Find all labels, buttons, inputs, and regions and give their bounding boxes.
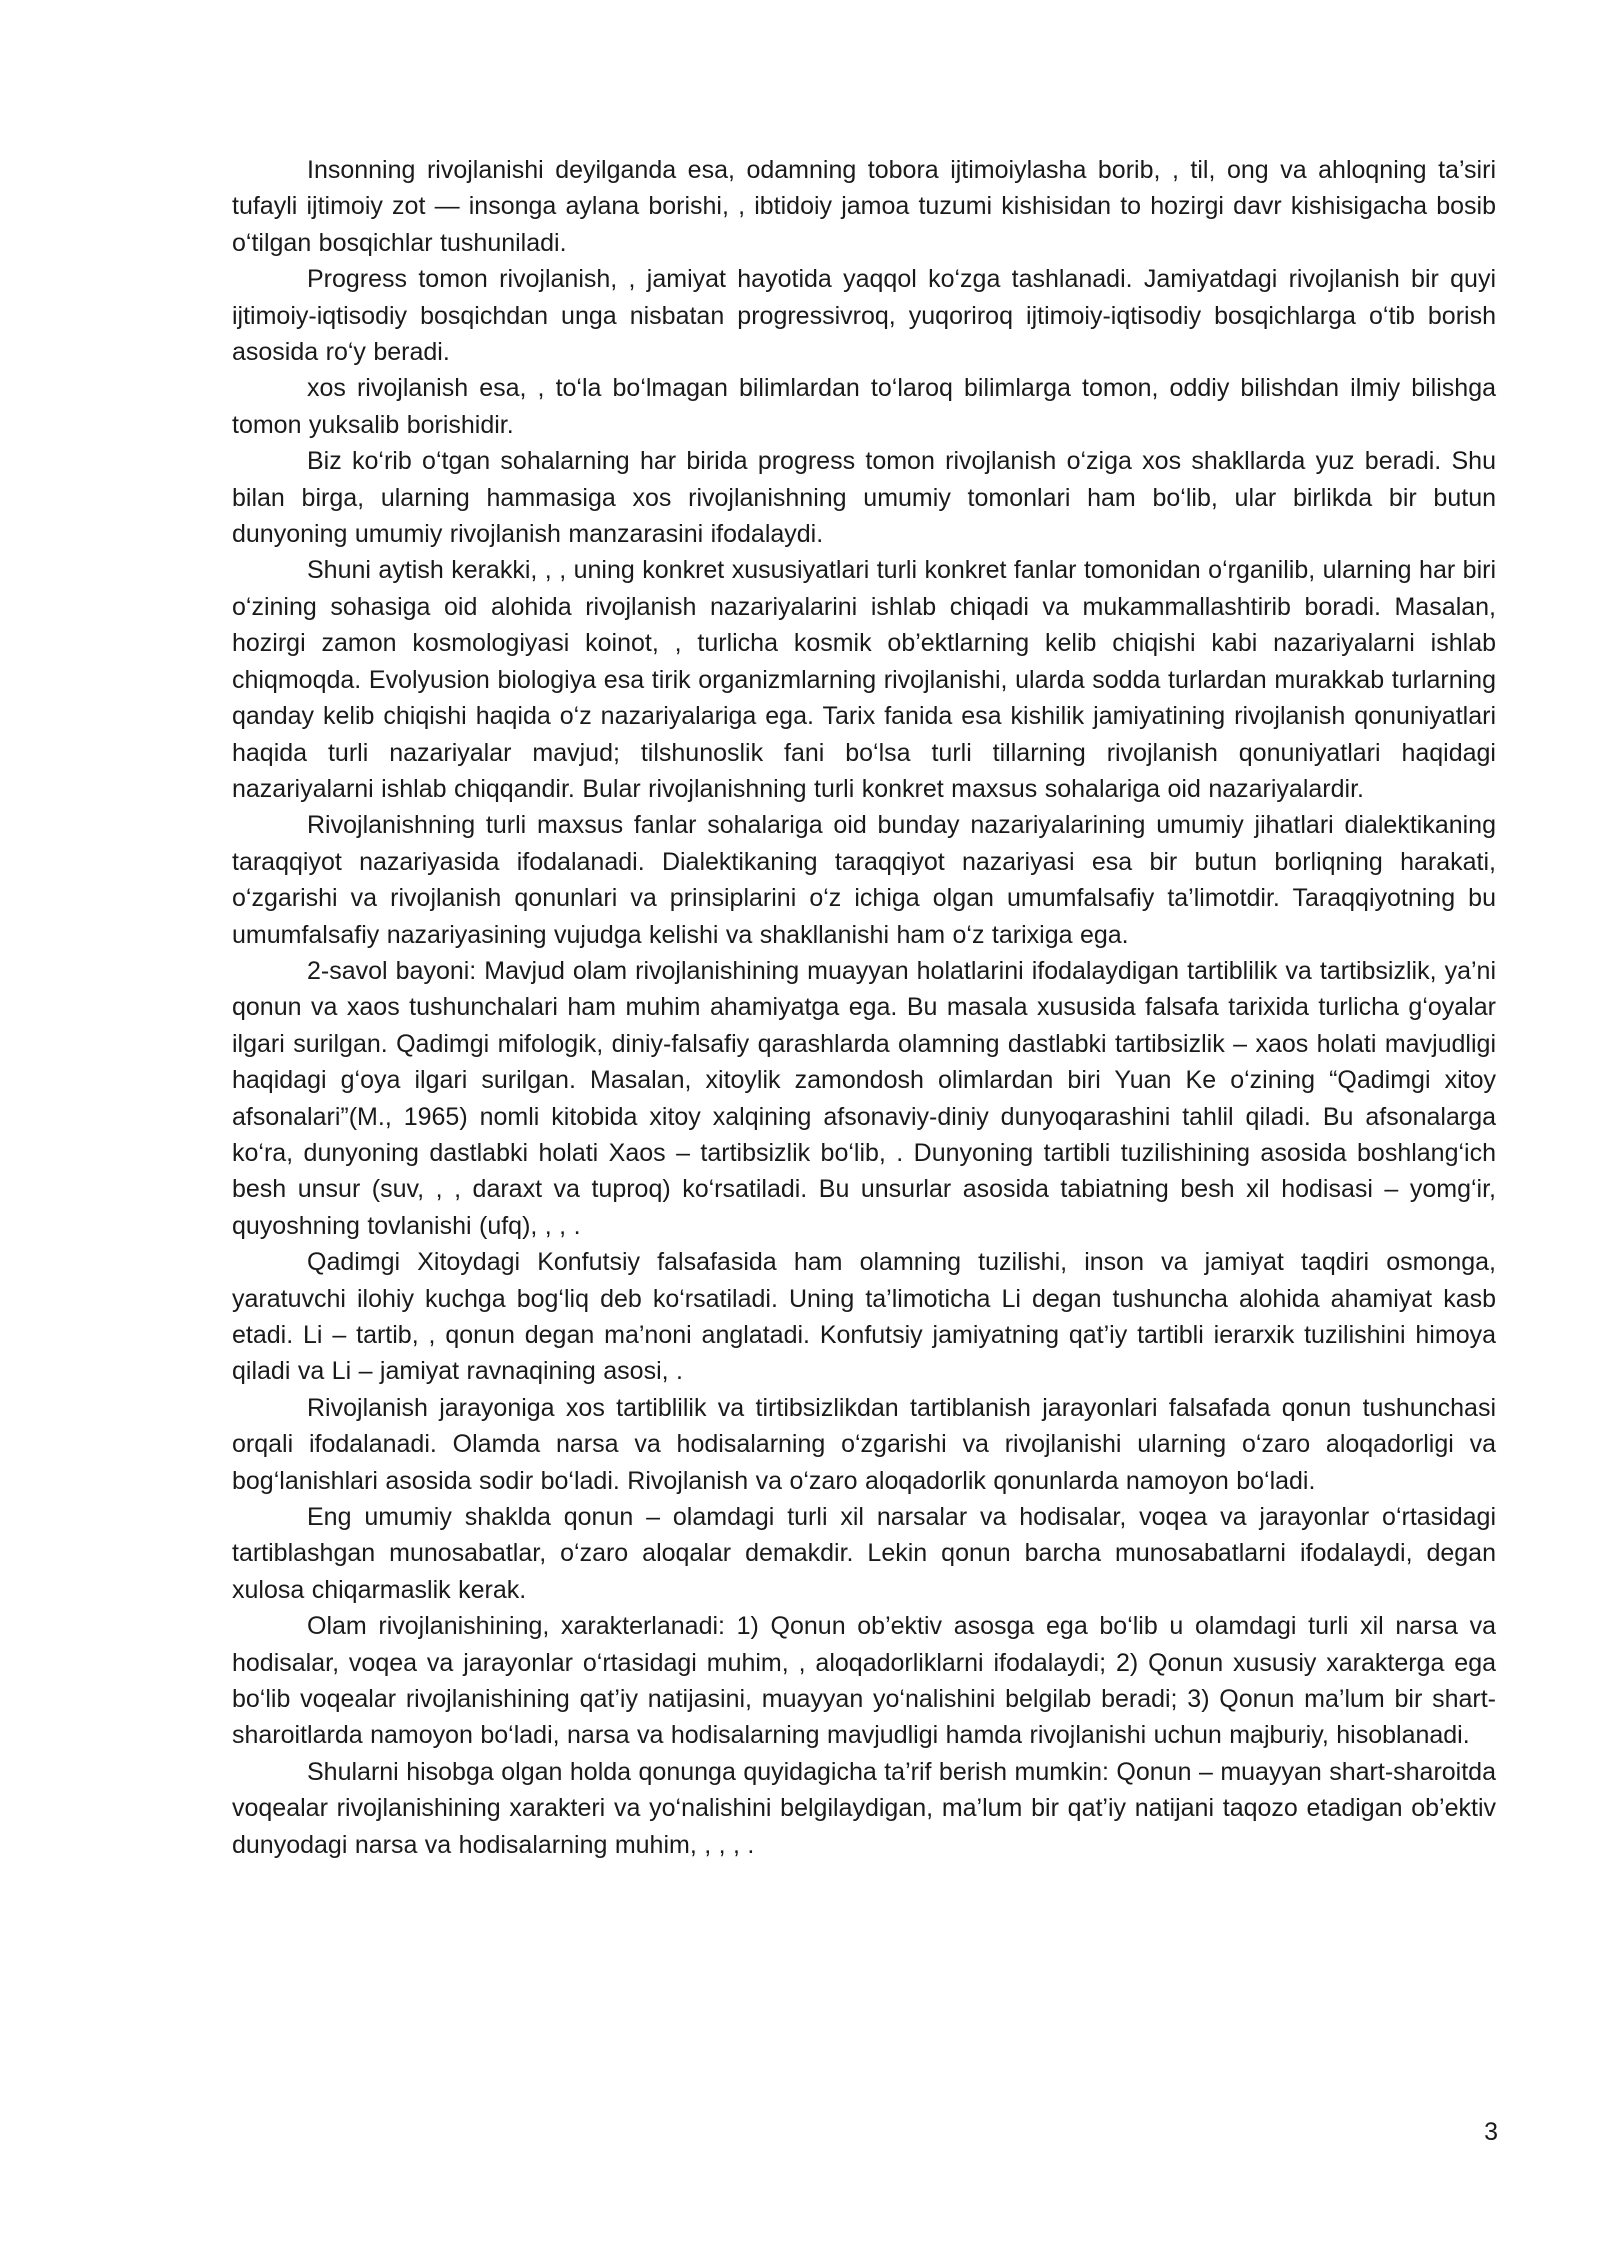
paragraph: Qadimgi Xitoydagi Konfutsiy falsafasida ham olamning tuzilishi, inson va jamiyat taqdiri osmonga, yaratuvchi ilohiy kuchga bog‘liq deb ko‘rsatiladi. Uning ta’limoticha Li degan tushuncha alohida ahamiyat kasb etadi. Li – tartib, , qonun degan ma’noni anglatadi. Konfutsiy jamiyatning qat’iy tartibli ierarxik tuzilishini himoya qiladi va Li – jamiyat ravnaqining asosi, . (232, 1248, 1496, 1386)
paragraph: Olam rivojlanishining, xarakterlanadi: 1) Qonun ob’ektiv asosga ega bo‘lib u olamdagi turli xil narsa va hodisalar, voqea va jarayonlar o‘rtasidagi muhim, , aloqadorliklarni ifodalaydi; 2) Qonun xususiy xarakterga ega bo‘lib voqealar rivojlanishining qat’iy natijasini, muayyan yo‘nalishini belgilab beradi; 3) Qonun ma’lum bir shart-sharoitlarda namoyon bo‘ladi, narsa va hodisalarning mavjudligi hamda rivojlanishi uchun majburiy, hisoblanadi. (232, 1612, 1496, 1750)
paragraph: Shularni hisobga olgan holda qonunga quyidagicha ta’rif berish mumkin: Qonun – muayyan shart-sharoitda voqealar rivojlanishining xarakteri va yo‘nalishini belgilaydigan, ma’lum bir qat’iy natijani taqozo etadigan ob’ektiv dunyodagi narsa va hodisalarning muhim, , , , . (232, 1757, 1496, 1859)
paragraph: 2-savol bayoni: Mavjud olam rivojlanishining muayyan holatlarini ifodalaydigan tartiblilik va tartibsizlik, ya’ni qonun va xaos tushunchalari ham muhim ahamiyatga ega. Bu masala xususida falsafa tarixida turlicha g‘oyalar ilgari surilgan. Qadimgi mifologik, diniy-falsafiy qarashlarda olamning dastlabki tartibsizlik – xaos holati mavjudligi haqidagi g‘oya ilgari surilgan. Masalan, xitoylik zamondosh olimlardan biri Yuan Ke o‘zining “Qadimgi xitoy afsonalari”(M., 1965) nomli kitobida xitoy xalqining afsonaviy-diniy dunyoqarashini tahlil qiladi. Bu afsonalarga ko‘ra, dunyoning dastlabki holati Xaos – tartibsizlik bo‘lib, . Dunyoning tartibli tuzilishining asosida boshlang‘ich besh unsur (suv, , , daraxt va tuproq) ko‘rsatiladi. Bu unsurlar asosida tabiatning besh xil hodisasi – yomg‘ir, quyoshning tovlanishi (ufq), , , . (232, 956, 1496, 1240)
paragraph: Rivojlanishning turli maxsus fanlar sohalariga oid bunday nazariyalarining umumiy jihatlari dialektikaning taraqqiyot nazariyasida ifodalanadi. Dialektikaning taraqqiyot nazariyasi esa bir butun borliqning harakati, o‘zgarishi va rivojlanish qonunlari va prinsiplarini o‘z ichiga olgan umumfalsafiy ta’limotdir. Taraqqiyotning bu umumfalsafiy nazariyasining vujudga kelishi va shakllanishi ham o‘z tarixiga ega. (232, 811, 1496, 949)
page-number: 3 (1484, 2118, 1498, 2146)
paragraph: Rivojlanish jarayoniga xos tartiblilik va tirtibsizlikdan tartiblanish jarayonlari falsafada qonun tushunchasi orqali ifodalanadi. Olamda narsa va hodisalarning o‘zgarishi va rivojlanishi ularning o‘zaro aloqadorligi va bog‘lanishlari asosida sodir bo‘ladi. Rivojlanish va o‘zaro aloqadorlik qonunlarda namoyon bo‘ladi. (232, 1393, 1496, 1495)
paragraph: Biz ko‘rib o‘tgan sohalarning har birida progress tomon rivojlanish o‘ziga xos shakllarda yuz beradi. Shu bilan birga, ularning hammasiga xos rivojlanishning umumiy tomonlari ham bo‘lib, ular birlikda bir butun dunyoning umumiy rivojlanish manzarasini ifodalaydi. (232, 447, 1496, 549)
paragraph: Eng umumiy shaklda qonun – olamdagi turli xil narsalar va hodisalar, voqea va jarayonlar o‘rtasidagi tartiblashgan munosabatlar, o‘zaro aloqalar demakdir. Lekin qonun barcha munosabatlarni ifodalaydi, degan xulosa chiqarmaslik kerak. (232, 1503, 1496, 1604)
paragraph: Insonning rivojlanishi deyilganda esa, odamning tobora ijtimoiylasha borib, , til, ong va ahloqning ta’siri tufayli ijtimoiy zot — insonga aylana borishi, , ibtidoiy jamoa tuzumi kishisidan to hozirgi davr kishisigacha bosib o‘tilgan bosqichlar tushuniladi. (232, 156, 1496, 257)
paragraph: Shuni aytish kerakki, , , uning konkret xususiyatlari turli konkret fanlar tomonidan o‘rganilib, ularning har biri o‘zining sohasiga oid alohida rivojlanish nazariyalarini ishlab chiqadi va mukammallashtirib boradi. Masalan, hozirgi zamon kosmologiyasi koinot, , turlicha kosmik ob’ektlarning kelib chiqishi kabi nazariyalarni ishlab chiqmoqda. Evolyusion biologiya esa tirik organizmlarning rivojlanishi, ularda sodda turlardan murakkab turlarning qanday kelib chiqishi haqida o‘z nazariyalariga ega. Tarix fanida esa kishilik jamiyatining rivojlanish qonuniyatlari haqida turli nazariyalar mavjud; tilshunoslik fani bo‘lsa turli tillarning rivojlanish qonuniyatlari haqidagi nazariyalarni ishlab chiqqandir. Bular rivojlanishning turli konkret maxsus sohalariga oid nazariyalardir. (232, 556, 1496, 803)
paragraph: xos rivojlanish esa, , to‘la bo‘lmagan bilimlardan to‘laroq bilimlarga tomon, oddiy bilishdan ilmiy bilishga tomon yuksalib borishidir. (232, 374, 1496, 439)
body-text (232, 152, 1496, 1863)
paragraph: Progress tomon rivojlanish, , jamiyat hayotida yaqqol ko‘zga tashlanadi. Jamiyatdagi rivojlanish bir quyi ijtimoiy-iqtisodiy bosqichdan unga nisbatan progressivroq, yuqoriroq ijtimoiy-iqtisodiy bosqichlarga o‘tib borish asosida ro‘y beradi. (232, 265, 1496, 367)
